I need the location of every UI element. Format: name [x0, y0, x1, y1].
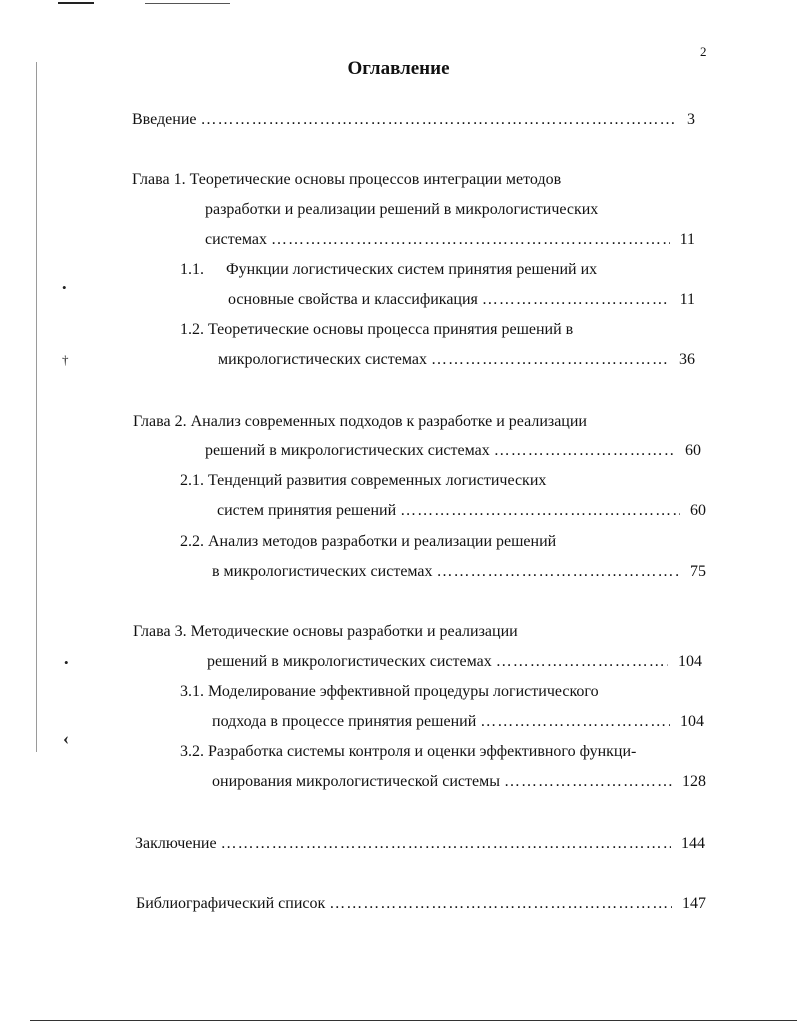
- toc-page: 128: [682, 773, 706, 790]
- toc-entry-section-1-1[interactable]: [228, 290, 695, 310]
- toc-label: систем принятия решений: [217, 502, 397, 519]
- speck-mark: •: [64, 655, 69, 670]
- leader-dots: [271, 230, 670, 250]
- toc-page: 11: [679, 291, 695, 308]
- leader-dots: [482, 290, 670, 310]
- toc-page: 75: [690, 563, 706, 580]
- chapter-1-title-line-2: разработки и реализации решений в микрологистических: [205, 201, 599, 218]
- toc-entry-chapter-2[interactable]: [205, 441, 701, 461]
- toc-page: 36: [679, 351, 695, 368]
- leader-dots: [201, 110, 678, 130]
- toc-entry-section-3-1[interactable]: [212, 712, 704, 732]
- toc-entry-section-1-2[interactable]: [218, 350, 695, 370]
- toc-page: 11: [679, 231, 695, 248]
- scan-artifact-top-left: [58, 2, 94, 4]
- leader-dots: [504, 772, 672, 792]
- speck-mark: †: [62, 352, 69, 367]
- toc-page: 60: [690, 502, 706, 519]
- chapter-3-title-line-1[interactable]: Глава 3. Методические основы разработки и реализации: [133, 623, 518, 640]
- scan-artifact-top-mid: [145, 3, 230, 4]
- toc-label: Заключение: [135, 835, 217, 852]
- toc-label: Введение: [132, 111, 197, 128]
- toc-page: 147: [682, 895, 706, 912]
- section-3-1-title-line-1[interactable]: 3.1. Моделирование эффективной процедуры логистического: [180, 683, 599, 700]
- toc-entry-bibliography[interactable]: [136, 894, 706, 914]
- leader-dots: [480, 712, 670, 732]
- toc-label: подхода в процессе принятия решений: [212, 713, 477, 730]
- section-2-2-title-line-1[interactable]: 2.2. Анализ методов разработки и реализации решений: [180, 533, 557, 550]
- toc-entry-section-3-2[interactable]: [212, 772, 706, 792]
- toc-label: онирования микрологистической системы: [212, 773, 500, 790]
- leader-dots: [431, 350, 669, 370]
- section-3-2-title-line-1[interactable]: 3.2. Разработка системы контроля и оценки эффективного функци-: [180, 743, 637, 760]
- leader-dots: [496, 652, 668, 672]
- toc-label: в микрологистических системах: [212, 563, 433, 580]
- leader-dots: [494, 441, 675, 461]
- section-2-1-title-line-1[interactable]: 2.1. Тенденций развития современных логистических: [180, 472, 547, 489]
- toc-label: Библиографический список: [136, 895, 326, 912]
- toc-page: 104: [680, 713, 704, 730]
- section-1-2-title-line-1[interactable]: 1.2. Теоретические основы процесса принятия решений в: [180, 321, 574, 338]
- toc-label: системах: [205, 231, 267, 248]
- toc-entry-chapter-1[interactable]: [205, 230, 695, 250]
- scan-bottom-edge: [30, 1020, 797, 1021]
- speck-mark: •: [62, 280, 67, 295]
- toc-entry-section-2-2[interactable]: [212, 562, 706, 582]
- section-1-1-title-line-1[interactable]: Функции логистических систем принятия решений их: [226, 261, 598, 278]
- toc-entry-section-2-1[interactable]: [217, 501, 706, 521]
- toc-entry-conclusion[interactable]: [135, 834, 705, 854]
- chapter-2-title-line-1[interactable]: Глава 2. Анализ современных подходов к разработке и реализации: [133, 413, 587, 430]
- leader-dots: [329, 894, 672, 914]
- leader-dots: [221, 834, 671, 854]
- toc-entry-chapter-3[interactable]: [207, 652, 702, 672]
- toc-label: основные свойства и классификация: [228, 291, 478, 308]
- toc-page: 3: [687, 111, 695, 128]
- toc-label: решений в микрологистических системах: [205, 442, 490, 459]
- toc-page: 144: [681, 835, 705, 852]
- leader-dots: [400, 501, 680, 521]
- scan-left-edge: [36, 62, 37, 752]
- toc-entry-intro[interactable]: [132, 110, 695, 130]
- leader-dots: [437, 562, 680, 582]
- speck-mark: ‹: [63, 728, 69, 748]
- page-title: Оглавление: [347, 58, 450, 79]
- section-1-1-number: 1.1.: [180, 261, 204, 278]
- toc-page: 104: [678, 653, 702, 670]
- toc-label: решений в микрологистических системах: [207, 653, 492, 670]
- page-number: 2: [700, 44, 707, 59]
- chapter-1-title-line-1[interactable]: Глава 1. Теоретические основы процессов интеграции методов: [132, 171, 562, 188]
- toc-label: микрологистических системах: [218, 351, 427, 368]
- toc-page: 60: [685, 442, 701, 459]
